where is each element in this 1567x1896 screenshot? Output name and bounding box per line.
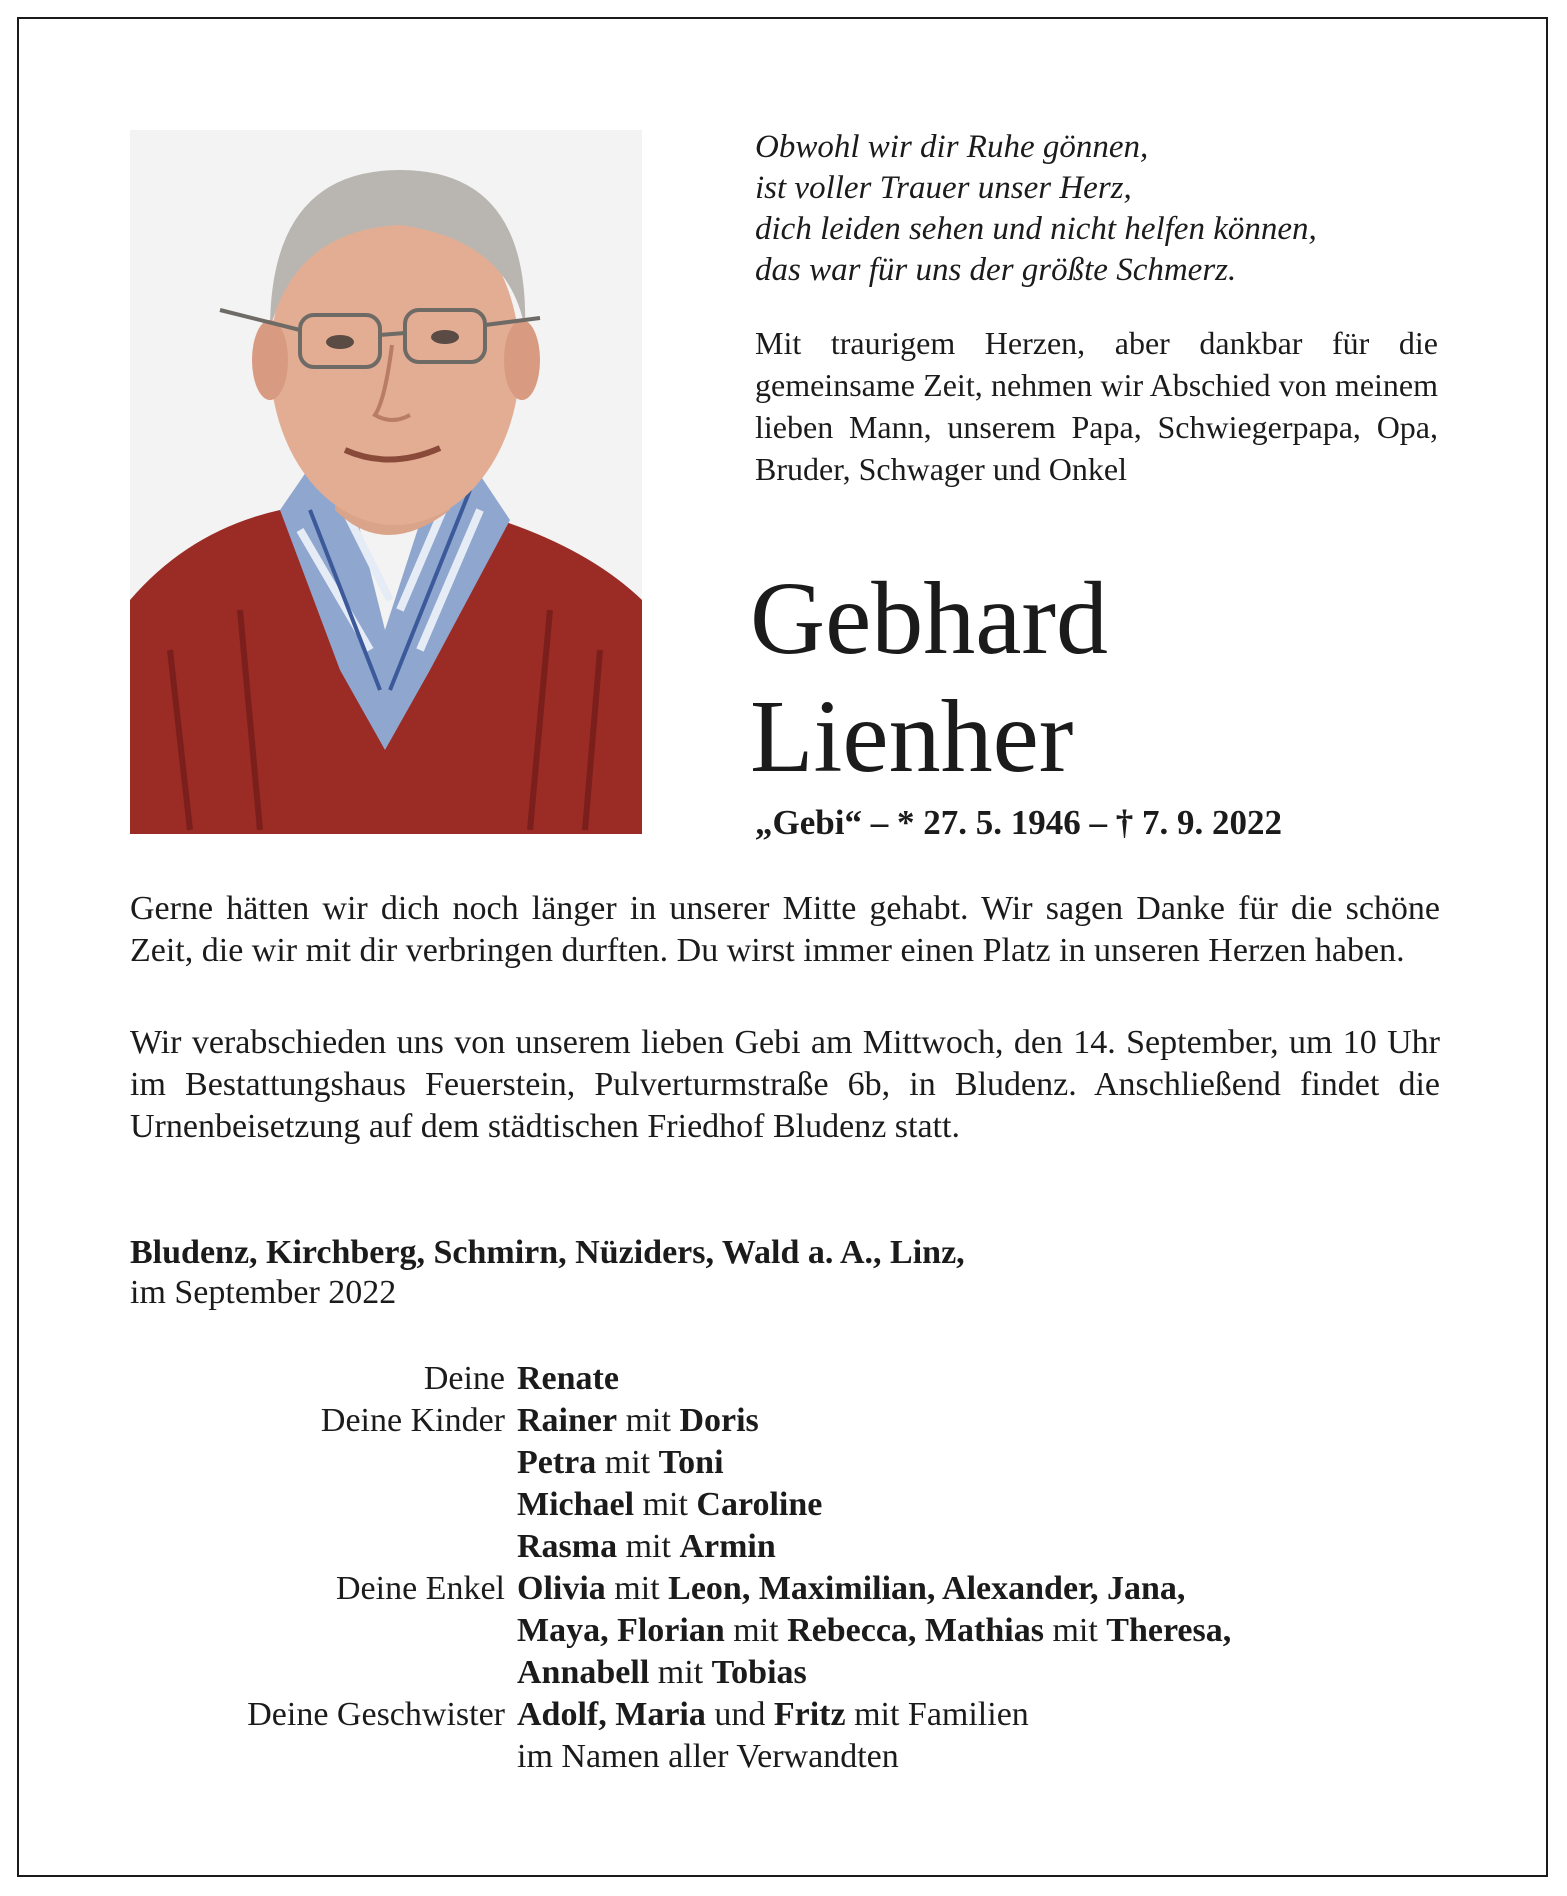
child-name: Petra — [517, 1444, 597, 1481]
family-row-grandchildren — [130, 1610, 1450, 1652]
family-label: Deine Enkel — [336, 1570, 505, 1607]
farewell-paragraph: Gerne hätten wir dich noch länger in unserer Mitte gehabt. Wir sagen Danke für die schöne Zeit, die wir mit dir verbringen durften. Du wirst immer einen Platz in unseren Herzen haben. — [130, 890, 1440, 969]
poem-line: das war für uns der größte Schmerz. — [755, 252, 1237, 288]
sibling-name: Adolf, Maria — [517, 1696, 706, 1733]
family-row-siblings — [130, 1694, 1450, 1736]
family-row-closing — [130, 1736, 1450, 1778]
conjunction: mit — [733, 1612, 779, 1649]
grandchild-name: Theresa, — [1106, 1612, 1232, 1649]
closing-line: im Namen aller Verwandten — [517, 1738, 899, 1775]
family-list — [130, 1358, 1450, 1778]
partner-name: Toni — [658, 1444, 724, 1481]
sibling-name: Fritz — [773, 1696, 846, 1733]
family-row-children — [130, 1526, 1450, 1568]
child-name: Rasma — [517, 1528, 618, 1565]
portrait-illustration — [130, 130, 642, 834]
grandchild-name: Annabell — [517, 1654, 650, 1691]
family-row-grandchildren — [130, 1652, 1450, 1694]
grandchild-name: Maya, Florian — [517, 1612, 725, 1649]
poem — [755, 127, 1445, 291]
deceased-name — [750, 560, 1450, 796]
child-name: Michael — [517, 1486, 635, 1523]
places-list: Bludenz, Kirchberg, Schmirn, Nüziders, Wald a. A., Linz, — [130, 1234, 965, 1271]
child-name: Rainer — [517, 1402, 618, 1439]
funeral-info-paragraph: Wir verabschieden uns von unserem lieben Gebi am Mittwoch, den 14. September, um 10 Uhr im Bestattungshaus Feuerstein, Pulverturmstraße 6b, in Bludenz. Anschließend findet die Urnenbeisetzung auf dem städtischen Friedhof Bludenz statt. — [130, 1024, 1440, 1145]
family-row-children — [130, 1442, 1450, 1484]
grandchild-name: Rebecca, Mathias — [787, 1612, 1044, 1649]
family-label: Deine Geschwister — [247, 1696, 505, 1733]
conjunction: mit — [614, 1570, 660, 1607]
places-block — [130, 1233, 1440, 1313]
family-label: Deine — [423, 1360, 505, 1397]
conjunction: mit — [604, 1444, 651, 1481]
conjunction: mit — [657, 1654, 704, 1691]
conjunction: mit — [625, 1528, 671, 1565]
family-row-spouse — [130, 1358, 1450, 1400]
family-label: Deine Kinder — [320, 1402, 505, 1439]
grandchild-name: Tobias — [711, 1654, 807, 1691]
conjunction: mit — [1052, 1612, 1098, 1649]
date-line: im September 2022 — [130, 1274, 397, 1311]
conjunction: und — [714, 1696, 766, 1733]
poem-line: ist voller Trauer unser Herz, — [755, 170, 1132, 206]
family-suffix: mit Familien — [854, 1696, 1029, 1733]
conjunction: mit — [642, 1486, 688, 1523]
life-dates: „Gebi“ – * 27. 5. 1946 – † 7. 9. 2022 — [755, 803, 1282, 842]
conjunction: mit — [625, 1402, 671, 1439]
partner-name: Doris — [679, 1402, 759, 1439]
first-name: Gebhard — [750, 561, 1109, 676]
grandchild-name: Leon, Maximilian, Alexander, Jana, — [668, 1570, 1186, 1607]
partner-name: Armin — [679, 1528, 776, 1565]
spouse-name: Renate — [517, 1360, 619, 1397]
last-name: Lienher — [750, 679, 1074, 794]
poem-line: Obwohl wir dir Ruhe gönnen, — [755, 129, 1149, 165]
intro-text: Mit traurigem Herzen, aber dankbar für die gemeinsame Zeit, nehmen wir Abschied von meinem lieben Mann, unserem Papa, Schwiegerpapa, Opa, Bruder, Schwager und Onkel — [755, 325, 1438, 487]
family-row-children — [130, 1484, 1450, 1526]
partner-name: Caroline — [696, 1486, 823, 1523]
family-row-grandchildren — [130, 1568, 1450, 1610]
poem-line: dich leiden sehen und nicht helfen können, — [755, 211, 1317, 247]
portrait-photo — [130, 130, 642, 834]
family-row-children — [130, 1400, 1450, 1442]
grandchild-name: Olivia — [517, 1570, 606, 1607]
